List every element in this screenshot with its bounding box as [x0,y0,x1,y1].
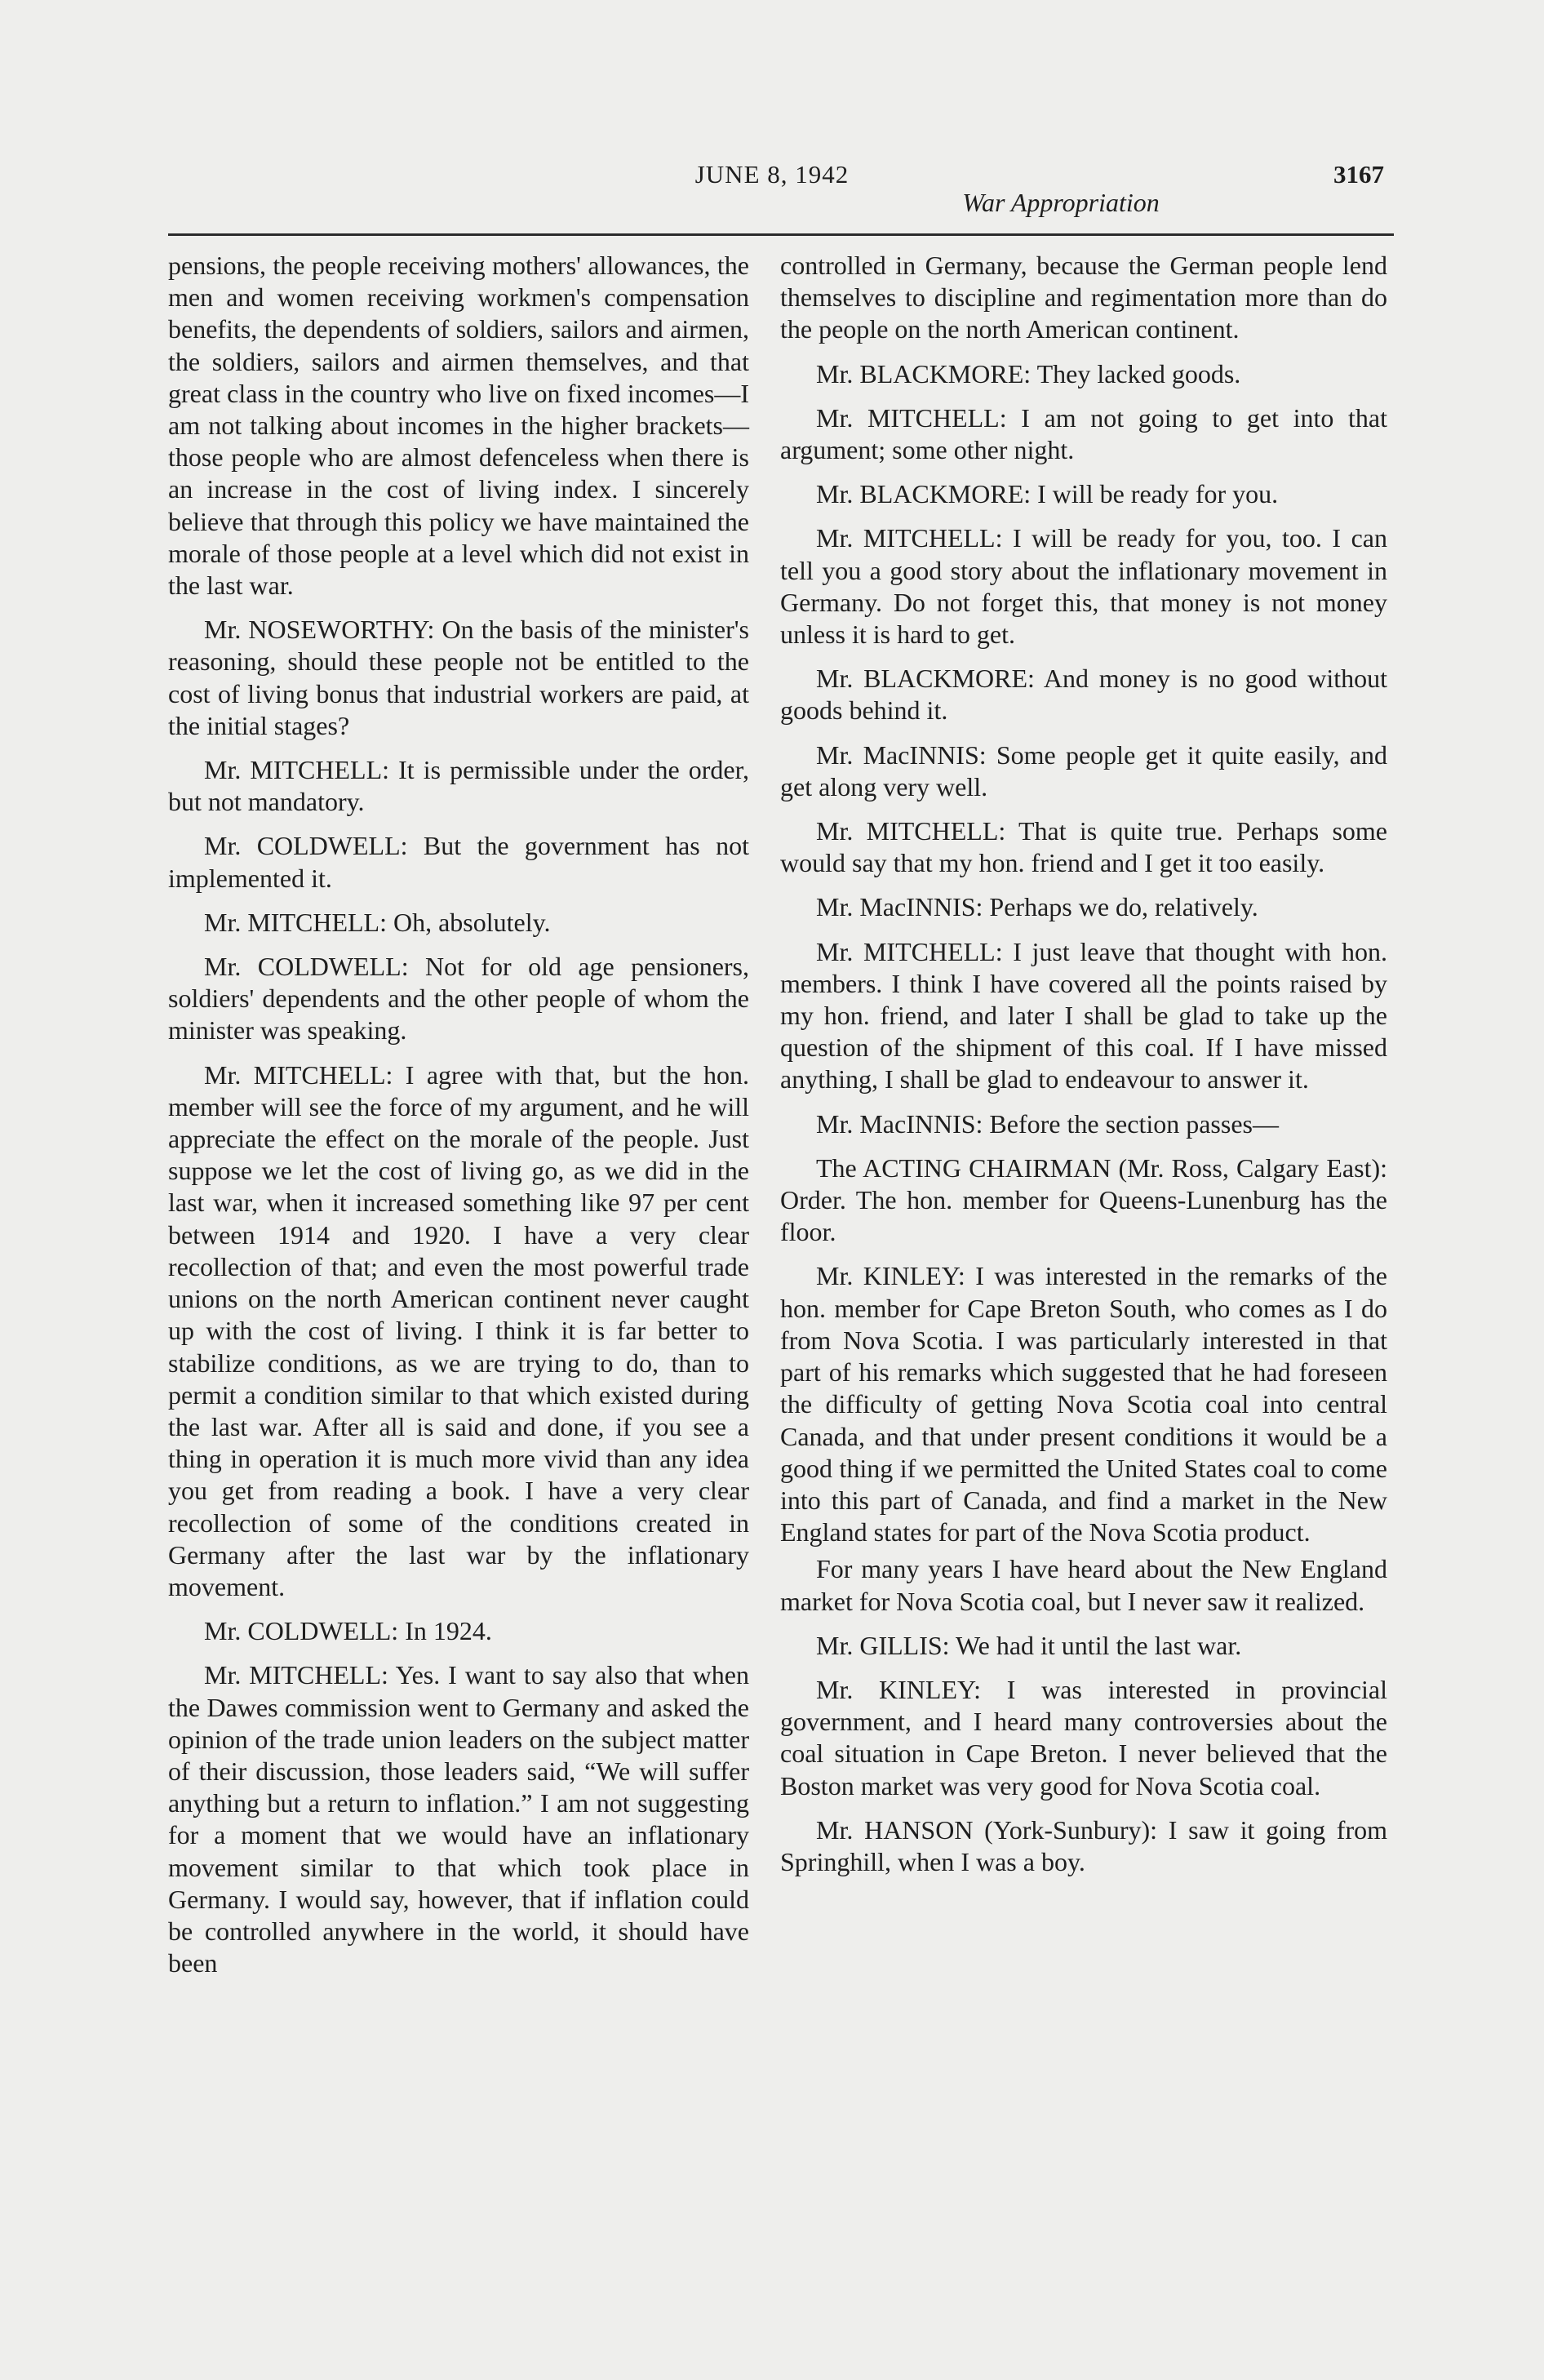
paragraph: Mr. MITCHELL: Yes. I want to say also that when the Dawes commission went to Germany and asked the opinion of the trade union leaders on the subject matter of their discussion, those leaders said, “We will suffer anything but a return to inflation.” I am not suggesting for a moment that we would have an inflationary movement similar to that which took place in Germany. I would say, however, that if inflation could be controlled anywhere in the world, it should have been [168,1660,749,1978]
paragraph: Mr. MITCHELL: It is permissible under the order, but not mandatory. [168,755,749,817]
paragraph: Mr. BLACKMORE: And money is no good without goods behind it. [780,664,1387,726]
right-column [780,250,1387,1890]
paragraph: Mr. GILLIS: We had it until the last war. [816,1630,1242,1660]
paragraph: Mr. MITCHELL: I am not going to get into that argument; some other night. [780,402,1387,465]
paragraph: The ACTING CHAIRMAN (Mr. Ross, Calgary East): Order. The hon. member for Queens-Lunenburg has the floor. [780,1152,1387,1247]
header-section-title: War Appropriation [962,188,1160,217]
paragraph: Mr. COLDWELL: Not for old age pensioners, soldiers' dependents and the other people of whom the minister was speaking. [168,952,749,1046]
left-column [168,250,749,1991]
paragraph: Mr. MITCHELL: I agree with that, but the hon. member will see the force of my argument, and he will appreciate the effect on the morale of the people. Just suppose we let the cost of living go, as we did in the last war, when it increased something like 97 per cent between 1914 and 1920. I have a very clear recollection of that; and even the most powerful trade unions on the north American continent never caught up with the cost of living. I think it is far better to stabilize conditions, as we are trying to do, than to permit a condition similar to that which existed during the last war. After all is said and done, if you see a thing in operation it is much more vivid than any idea you get from reading a book. I have a very clear recollection of some of the conditions created in Germany after the last war by the inflationary movement. [168,1059,749,1601]
paragraph: Mr. MITCHELL: Oh, absolutely. [204,907,551,937]
paragraph: Mr. KINLEY: I was interested in the remarks of the hon. member for Cape Breton South, who comes as I do from Nova Scotia. I was particularly interested in that part of his remarks which suggested that he had foreseen the difficulty of getting Nova Scotia coal into central Canada, and that under present conditions it would be a good thing if we permitted the United States coal to come into this part of Canada, and find a market in the New England states for part of the Nova Scotia product. [780,1261,1387,1547]
paragraph: Mr. MacINNIS: Before the section passes— [816,1108,1279,1139]
paragraph: Mr. BLACKMORE: I will be ready for you. [816,479,1279,509]
paragraph: Mr. MITCHELL: That is quite true. Perhaps some would say that my hon. friend and I get it too easily. [780,816,1387,878]
paragraph: Mr. NOSEWORTHY: On the basis of the minister's reasoning, should these people not be entitled to the cost of living bonus that industrial workers are paid, at the initial stages? [168,615,749,740]
header-date: JUNE 8, 1942 [694,160,850,189]
paragraph: controlled in Germany, because the German people lend themselves to discipline and regimentation more than do the people on the north American continent. [780,251,1387,344]
paragraph: Mr. MITCHELL: I will be ready for you, too. I can tell you a good story about the inflationary movement in Germany. Do not forget this, that money is not money unless it is hard to get. [780,523,1387,650]
paragraph: Mr. MacINNIS: Some people get it quite easily, and get along very well. [780,739,1387,801]
paragraph: Mr. COLDWELL: In 1924. [204,1616,492,1646]
header-page-number: 3167 [1333,160,1384,189]
header-rule [168,233,1394,236]
paragraph: Mr. KINLEY: I was interested in provincial government, and I heard many controversies about the coal situation in Cape Breton. I never believed that the Boston market was very good for Nova Scotia coal. [780,1674,1387,1801]
paragraph: pensions, the people receiving mothers' allowances, the men and women receiving workmen's compensation benefits, the dependents of soldiers, sailors and airmen, the soldiers, sailors and airmen themselves, and that great class in the country who live on fixed incomes—I am not talking about incomes in the higher brackets—those people who are almost defenceless when there is an increase in the cost of living index. I sincerely believe that through this policy we have maintained the morale of those people at a level which did not exist in the last war. [168,251,749,601]
paragraph: Mr. MITCHELL: I just leave that thought with hon. members. I think I have covered all the points raised by my hon. friend, and later I shall be glad to take up the question of the shipment of this coal. If I have missed anything, I shall be glad to endeavour to answer it. [780,936,1387,1095]
paragraph: Mr. COLDWELL: But the government has not implemented it. [168,831,749,893]
paragraph: Mr. BLACKMORE: They lacked goods. [816,358,1241,389]
paragraph: Mr. MacINNIS: Perhaps we do, relatively. [816,892,1258,922]
paragraph: Mr. HANSON (York-Sunbury): I saw it going from Springhill, when I was a boy. [780,1814,1387,1876]
paragraph: For many years I have heard about the New England market for Nova Scotia coal, but I never saw it realized. [780,1554,1387,1616]
